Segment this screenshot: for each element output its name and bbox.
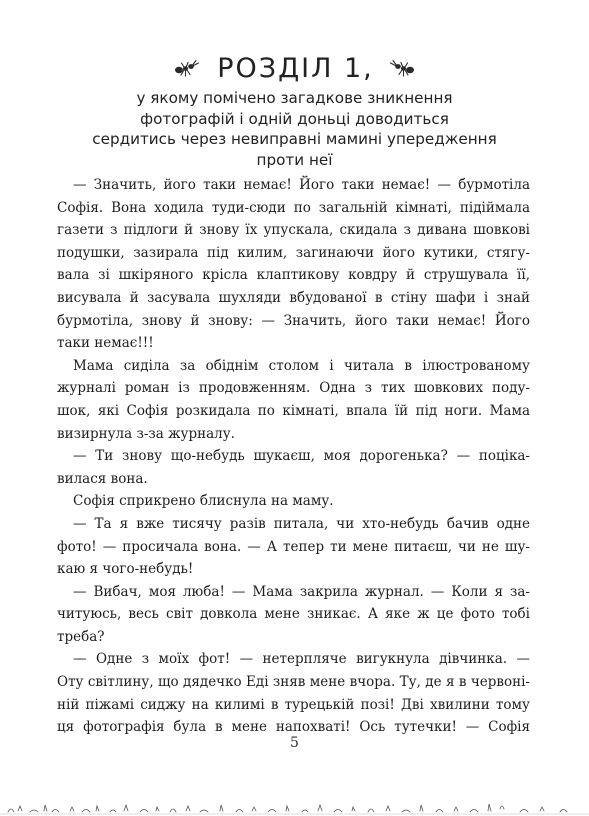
page-number: 5 — [290, 735, 299, 751]
text-line: — Та я вже тисячу разів питала, чи хто-небудь бачив одне — [73, 515, 530, 532]
text-line: — Одне з моїх фот! — нетерпляче вигукнула дівчинка. — — [73, 651, 530, 668]
chapter-title: РОЗДІЛ 1, — [217, 52, 374, 84]
chapter-body — [57, 174, 530, 739]
text-line: — Вибач, моя люба! — Мама закрила журнал. — Коли я за- — [73, 583, 530, 600]
subtitle-line: фотографій і одній доньці доводиться — [140, 109, 449, 128]
ant-left-icon — [171, 58, 201, 78]
text-line: — Ти знову що-небудь шукаєш, моя дорогенька? — поціка- — [73, 448, 530, 465]
text-line: каю я чого-небудь! — [57, 561, 194, 578]
ant-right-icon — [388, 58, 418, 78]
text-line: газети з підлоги й знову їх упускала, скидала з дивана шовкові — [57, 222, 530, 239]
text-line: подушки, зазирала під килим, загинаючи його кутики, стягу- — [57, 244, 530, 261]
chapter-heading — [0, 48, 589, 88]
text-line: журналі роман із продовженням. Одна з тих шовкових поду- — [57, 380, 530, 397]
text-line: ця фотографія була в мене напохваті! Ось тутечки! — Софія — [57, 719, 530, 736]
text-line: читуюсь, весь світ довкола мене зникає. А яке ж це фото тобі — [57, 606, 530, 623]
text-line: шок, які Софія розкидала по кімнаті, впала їй під ноги. Мама — [57, 402, 530, 419]
text-line: визирнула з-за журналу. — [57, 425, 235, 442]
text-line: вала зі шкіряного крісла клаптикову ковдру й струшувала її, — [57, 267, 530, 284]
text-line: треба? — [57, 628, 105, 645]
text-line: Софія. Вона ходила туди-сюди по загальній кімнаті, підіймала — [57, 199, 530, 216]
text-line: — Значить, його таки немає! Його таки немає! — бурмотіла — [73, 177, 530, 193]
text-line: фото! — просичала вона. — А тепер ти мене питаєш, чи не шу- — [57, 538, 530, 555]
text-line: ній піжамі сиджу на килимі в турецькій позі! Дві хвилини тому — [57, 696, 530, 713]
subtitle-line: у якому помічено загадкове зникнення — [136, 89, 453, 107]
grass-border-decoration — [0, 796, 589, 816]
text-line: бурмотіла, знову й знову: — Значить, його таки немає! Його — [57, 312, 530, 329]
text-line: Мама сиділа за обіднім столом і читала в ілюстрованому — [73, 357, 530, 374]
text-line: Оту світлину, що дядечко Еді зняв мене вчора. Ту, де я в червоні- — [57, 674, 530, 691]
text-line: висувала й засувала шухляди вбудованої в стіну шафи і знай — [57, 289, 530, 306]
subtitle-line: проти неї — [256, 150, 333, 169]
subtitle-line: сердитись через невиправні мамині упередження — [92, 130, 497, 148]
chapter-subtitle — [60, 88, 529, 170]
text-line: таки немає!!! — [57, 335, 154, 352]
text-line: Софія сприкрено блиснула на маму. — [73, 493, 334, 510]
text-line: вилася вона. — [57, 470, 148, 487]
